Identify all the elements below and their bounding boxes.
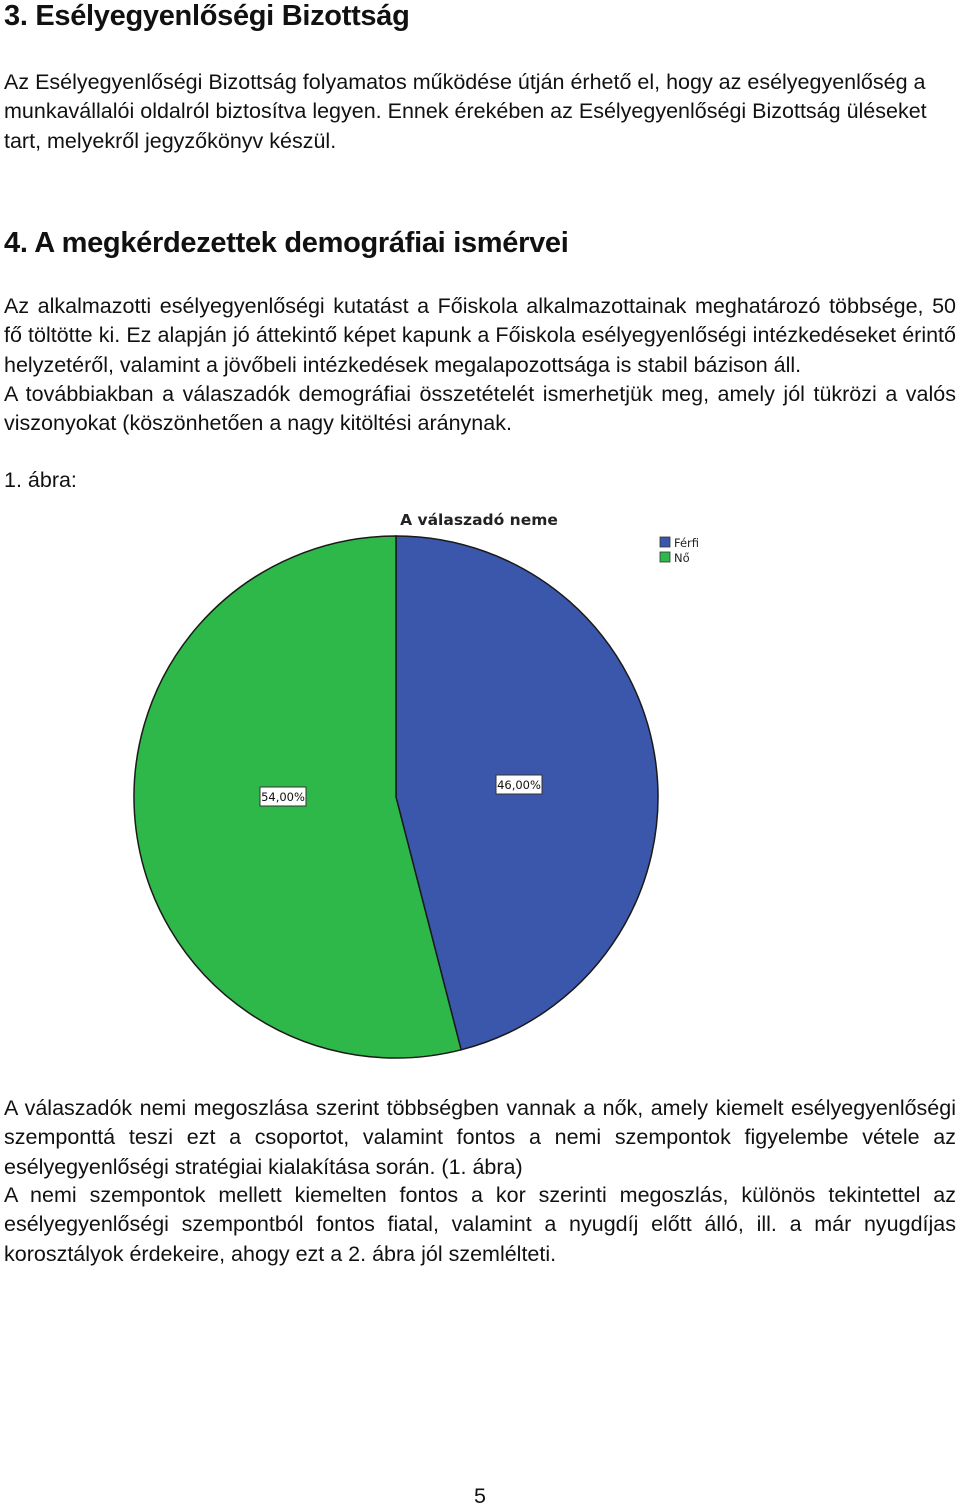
demographics-intro-paragraph: A továbbiakban a válaszadók demográfiai összetételét ismerhetjük meg, amely jól tükrözi a valós viszonyokat (köszönhetően a nagy kitöltési aránynak. — [4, 382, 956, 436]
legend-swatch — [660, 537, 670, 547]
chart-legend — [660, 536, 699, 565]
figure-label: 1. ábra: — [4, 468, 77, 492]
pie-slices — [134, 536, 658, 1058]
survey-intro-paragraph: Az alkalmazotti esélyegyenlőségi kutatást a Főiskola alkalmazottainak meghatározó többsége, 50 fő töltötte ki. Ez alapján jó áttekintő képet kapunk a Főiskola esélyegyenlőségi intézkedéseket érintő helyzetéről, valamint a jövőbeli intézkedések megalapozottsága is stabil bázison áll. — [4, 294, 956, 377]
data-label-text: 54,00% — [261, 790, 305, 804]
legend-label: Nő — [674, 551, 690, 565]
chart-title: A válaszadó neme — [400, 511, 558, 529]
page-number: 5 — [474, 1484, 486, 1508]
data-label-1 — [496, 775, 542, 794]
age-analysis-paragraph: A nemi szempontok mellett kiemelten fontos a kor szerinti megoszlás, különös tekintettel az esélyegyenlőségi szempontból fontos fiatal, valamint a nyugdíj előtt álló, ill. a már nyugdíjas korosztályok érdekeire, ahogy ezt a 2. ábra jól szemlélteti. — [4, 1183, 956, 1266]
legend-swatch — [660, 552, 670, 562]
gender-analysis-paragraph: A válaszadók nemi megoszlása szerint többségben vannak a nők, amely kiemelt esélyegyenlőségi szemponttá teszi ezt a csoportot, valamint fontos a nemi szempontok figyelembe vétele az esélyegyenlőségi stratégiai kialakítása során. (1. ábra) — [4, 1096, 956, 1179]
legend-item-1 — [660, 536, 699, 550]
data-label-2 — [260, 787, 306, 806]
legend-label: Férfi — [674, 536, 700, 550]
data-label-text: 46,00% — [497, 778, 541, 792]
legend-item-2 — [660, 551, 690, 565]
section-heading-4: 4. A megkérdezettek demográfiai ismérvei — [4, 227, 569, 259]
section-heading-3: 3. Esélyegyenlőségi Bizottság — [4, 0, 410, 32]
section-3-paragraph: Az Esélyegyenlőségi Bizottság folyamatos működése útján érhető el, hogy az esélyegyenlőség a munkavállalói oldalról biztosítva legyen. Ennek érekében az Esélyegyenlőségi Bizottság üléseket tart, melyekről jegyzőkönyv készül. — [4, 70, 927, 153]
gender-pie-chart — [120, 500, 740, 1065]
